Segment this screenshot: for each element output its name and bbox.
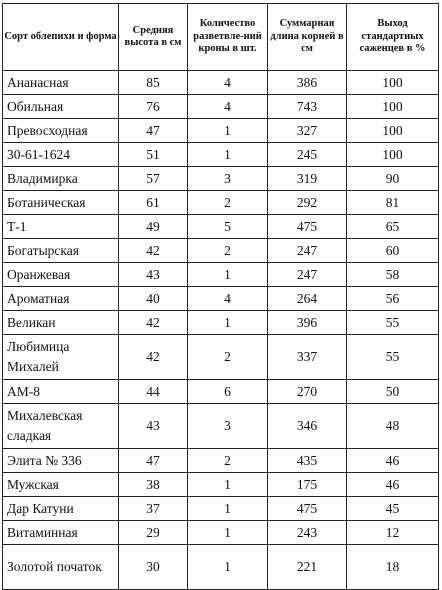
cell-root-length: 247 (268, 263, 347, 287)
cell-variety-name: Золотой початок (3, 545, 119, 590)
table-row (3, 311, 439, 335)
header-branch-count: Количество разветвле-ний кроны в шт. (188, 4, 268, 71)
table-row (3, 404, 439, 449)
cell-branch-count: 4 (188, 287, 268, 311)
cell-standard-yield: 65 (347, 215, 439, 239)
table-row (3, 119, 439, 143)
cell-standard-yield: 45 (347, 497, 439, 521)
cell-branch-count: 3 (188, 404, 268, 449)
cell-standard-yield: 50 (347, 380, 439, 404)
cell-variety-name: Владимирка (3, 167, 119, 191)
cell-root-length: 243 (268, 521, 347, 545)
table-row (3, 521, 439, 545)
cell-branch-count: 1 (188, 473, 268, 497)
table-row (3, 239, 439, 263)
cell-variety-name: Михалевская сладкая (3, 404, 119, 449)
cell-root-length: 337 (268, 335, 347, 380)
cell-variety-name: Превосходная (3, 119, 119, 143)
cell-root-length: 245 (268, 143, 347, 167)
cell-standard-yield: 12 (347, 521, 439, 545)
header-root-length: Суммарная длина корней в см (268, 4, 347, 71)
cell-standard-yield: 48 (347, 404, 439, 449)
cell-branch-count: 1 (188, 143, 268, 167)
cell-standard-yield: 58 (347, 263, 439, 287)
cell-root-length: 264 (268, 287, 347, 311)
cell-standard-yield: 100 (347, 95, 439, 119)
table-row (3, 167, 439, 191)
cell-root-length: 396 (268, 311, 347, 335)
cell-avg-height: 42 (119, 311, 188, 335)
cell-variety-name: Т-1 (3, 215, 119, 239)
header-standard-yield: Выход стандартных саженцев в % (347, 4, 439, 71)
cell-branch-count: 1 (188, 545, 268, 590)
cell-avg-height: 51 (119, 143, 188, 167)
cell-variety-name: Обильная (3, 95, 119, 119)
table-row (3, 545, 439, 590)
cell-avg-height: 61 (119, 191, 188, 215)
table-body (3, 71, 439, 590)
cell-branch-count: 5 (188, 215, 268, 239)
sea-buckthorn-table-container (2, 3, 438, 590)
cell-branch-count: 2 (188, 335, 268, 380)
cell-standard-yield: 55 (347, 311, 439, 335)
cell-root-length: 386 (268, 71, 347, 95)
cell-variety-name: Ароматная (3, 287, 119, 311)
cell-variety-name: Мужская (3, 473, 119, 497)
table-row (3, 191, 439, 215)
cell-branch-count: 1 (188, 311, 268, 335)
cell-variety-name: Ананасная (3, 71, 119, 95)
cell-avg-height: 43 (119, 404, 188, 449)
cell-avg-height: 47 (119, 119, 188, 143)
cell-root-length: 435 (268, 449, 347, 473)
table-row (3, 95, 439, 119)
cell-variety-name: Богатырская (3, 239, 119, 263)
cell-avg-height: 47 (119, 449, 188, 473)
table-row (3, 380, 439, 404)
cell-branch-count: 2 (188, 449, 268, 473)
cell-variety-name: Ботаническая (3, 191, 119, 215)
cell-variety-name: 30-61-1624 (3, 143, 119, 167)
cell-standard-yield: 60 (347, 239, 439, 263)
cell-root-length: 221 (268, 545, 347, 590)
cell-avg-height: 85 (119, 71, 188, 95)
cell-branch-count: 1 (188, 119, 268, 143)
cell-branch-count: 6 (188, 380, 268, 404)
sea-buckthorn-varieties-table (2, 3, 439, 590)
cell-root-length: 247 (268, 239, 347, 263)
cell-branch-count: 4 (188, 71, 268, 95)
cell-avg-height: 44 (119, 380, 188, 404)
header-avg-height: Средняя высота в см (119, 4, 188, 71)
cell-avg-height: 42 (119, 335, 188, 380)
cell-standard-yield: 100 (347, 119, 439, 143)
header-variety: Сорт облепихи и форма (3, 4, 119, 71)
table-row (3, 215, 439, 239)
cell-variety-name: Любимица Михалей (3, 335, 119, 380)
cell-avg-height: 40 (119, 287, 188, 311)
table-row (3, 263, 439, 287)
table-row (3, 497, 439, 521)
table-row (3, 335, 439, 380)
cell-avg-height: 30 (119, 545, 188, 590)
cell-branch-count: 3 (188, 167, 268, 191)
cell-root-length: 327 (268, 119, 347, 143)
cell-avg-height: 37 (119, 497, 188, 521)
cell-branch-count: 1 (188, 263, 268, 287)
cell-standard-yield: 55 (347, 335, 439, 380)
cell-standard-yield: 90 (347, 167, 439, 191)
table-row (3, 143, 439, 167)
cell-branch-count: 2 (188, 239, 268, 263)
cell-root-length: 346 (268, 404, 347, 449)
cell-variety-name: Дар Катуни (3, 497, 119, 521)
cell-avg-height: 42 (119, 239, 188, 263)
cell-branch-count: 1 (188, 497, 268, 521)
cell-root-length: 743 (268, 95, 347, 119)
cell-branch-count: 1 (188, 521, 268, 545)
cell-variety-name: Великан (3, 311, 119, 335)
cell-standard-yield: 46 (347, 449, 439, 473)
cell-standard-yield: 81 (347, 191, 439, 215)
header-row (3, 4, 439, 71)
cell-variety-name: АМ-8 (3, 380, 119, 404)
cell-branch-count: 4 (188, 95, 268, 119)
cell-avg-height: 29 (119, 521, 188, 545)
cell-standard-yield: 100 (347, 143, 439, 167)
cell-branch-count: 2 (188, 191, 268, 215)
cell-standard-yield: 18 (347, 545, 439, 590)
cell-avg-height: 38 (119, 473, 188, 497)
cell-avg-height: 49 (119, 215, 188, 239)
cell-root-length: 475 (268, 497, 347, 521)
cell-root-length: 175 (268, 473, 347, 497)
cell-root-length: 270 (268, 380, 347, 404)
cell-avg-height: 57 (119, 167, 188, 191)
cell-variety-name: Оранжевая (3, 263, 119, 287)
cell-root-length: 475 (268, 215, 347, 239)
table-row (3, 287, 439, 311)
cell-avg-height: 43 (119, 263, 188, 287)
table-row (3, 473, 439, 497)
table-row (3, 449, 439, 473)
cell-standard-yield: 100 (347, 71, 439, 95)
cell-root-length: 292 (268, 191, 347, 215)
cell-variety-name: Витаминная (3, 521, 119, 545)
cell-variety-name: Элита № 336 (3, 449, 119, 473)
cell-standard-yield: 46 (347, 473, 439, 497)
cell-standard-yield: 56 (347, 287, 439, 311)
cell-root-length: 319 (268, 167, 347, 191)
table-row (3, 71, 439, 95)
cell-avg-height: 76 (119, 95, 188, 119)
